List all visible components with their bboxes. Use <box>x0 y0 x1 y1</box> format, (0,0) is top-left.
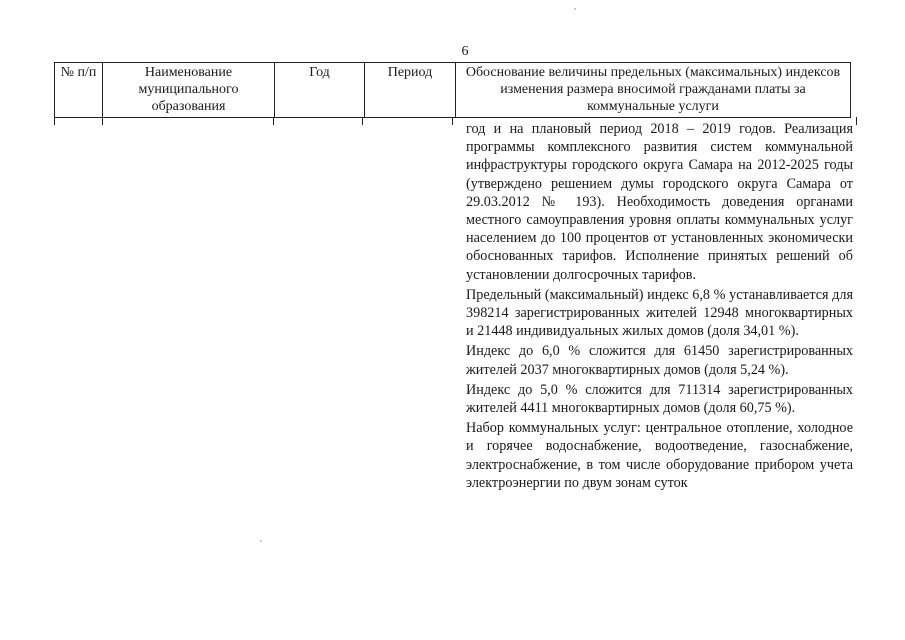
column-border-stub <box>273 117 274 125</box>
header-cell-justification: Обоснование величины предельных (максимальных) индексов изменения размера вносимой гражданами платы за коммунальные услуги <box>456 63 851 118</box>
paragraph-continuation: год и на плановый период 2018 – 2019 годов. Реализация программы комплексного развития систем коммунальной инфраструктуры городского округа Самара на 2012-2025 годы (утверждено решением думы городского округа Самара от 29.03.2012 № 193). Необходимость доведения органами местного самоуправления уровня оплаты коммунальных услуг населением до 100 процентов от установленных экономически обоснованных тарифов. Исполнение принятых решений об установлении долгосрочных тарифов. <box>466 121 853 283</box>
paragraph-utility-services: Набор коммунальных услуг: центральное отопление, холодное и горячее водоснабжение, водоотведение, газоснабжение, электроснабжение, в том числе оборудование прибором учета электроэнергии по двум зонам суток <box>466 420 853 491</box>
column-border-stub <box>54 117 55 125</box>
header-cell-number: № п/п <box>55 63 103 118</box>
paragraph-index-6-0: Индекс до 6,0 % сложится для 61450 зарегистрированных жителей 2037 многоквартирных домов (доля 5,24 %). <box>466 343 853 378</box>
header-cell-municipality-name: Наименование муниципального образования <box>103 63 275 118</box>
column-border-stub <box>362 117 363 125</box>
header-cell-period: Период <box>365 63 456 118</box>
scan-speck <box>574 8 576 10</box>
paragraph-index-6-8: Предельный (максимальный) индекс 6,8 % устанавливается для 398214 зарегистрированных жителей 12948 многоквартирных и 21448 индивидуальных жилых домов (доля 34,01 %). <box>466 286 853 340</box>
header-cell-year: Год <box>275 63 365 118</box>
page-number: 6 <box>461 44 469 59</box>
column-border-stub <box>856 117 857 125</box>
column-border-stub <box>102 117 103 125</box>
paragraph-index-5-0: Индекс до 5,0 % сложится для 711314 зарегистрированных жителей 4411 многоквартирных домов (доля 60,75 %). <box>466 381 853 417</box>
justification-text <box>466 120 853 494</box>
column-border-stub <box>452 117 453 125</box>
scan-speck <box>260 540 262 542</box>
table-header-row <box>55 63 851 118</box>
table-header <box>54 62 851 118</box>
